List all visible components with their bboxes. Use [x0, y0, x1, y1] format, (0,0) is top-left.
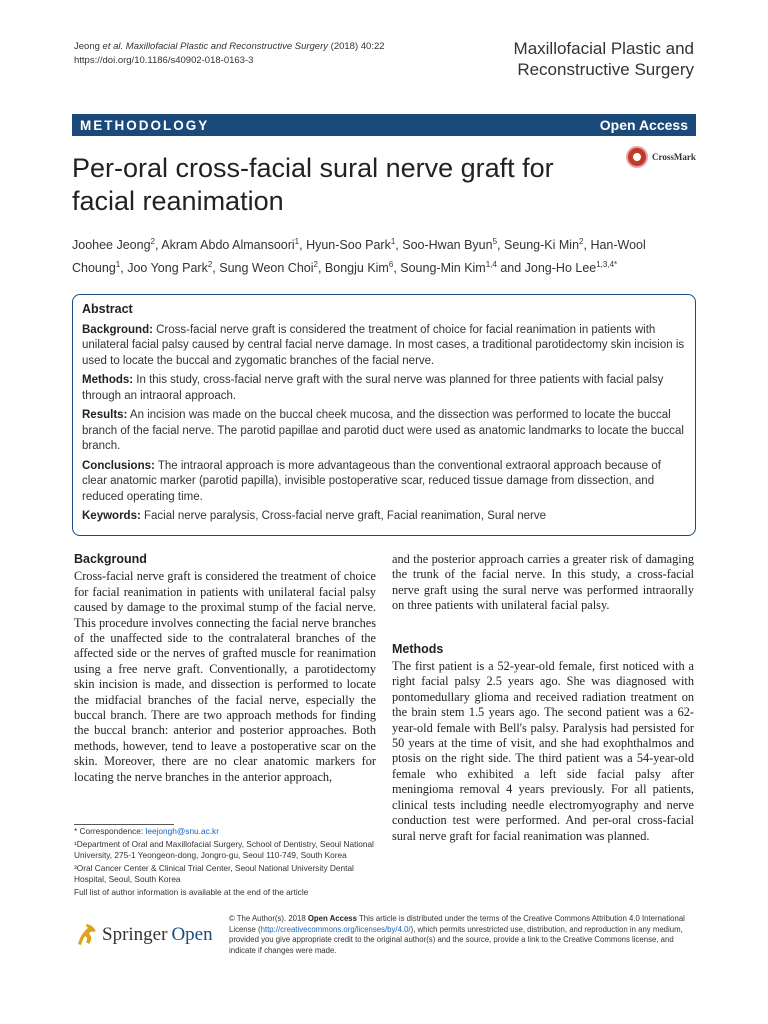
author-name: Jong-Ho Lee: [524, 261, 597, 276]
correspondence: * Correspondence: leejongh@snu.ac.kr: [74, 826, 219, 836]
author-affiliation-marker: 1: [294, 237, 300, 246]
footnotes: [74, 826, 374, 900]
author-name: Bongju Kim: [324, 261, 389, 276]
article-type-band: [72, 114, 696, 136]
author-name: Joohee Jeong: [72, 238, 151, 253]
section-heading-background: Background: [74, 552, 147, 566]
author-affiliation-marker: 5: [492, 237, 498, 246]
open-access-label: Open Access: [599, 117, 688, 133]
springer-horse-icon: [74, 922, 98, 948]
crossmark-button[interactable]: [626, 146, 696, 168]
doi-link[interactable]: https://doi.org/10.1186/s40902-018-0163-3: [74, 55, 254, 66]
abstract-background: Background: Cross-facial nerve graft is considered the treatment of choice for facial reanimation in patients with unilateral facial palsy caused by central facial nerve damage. In most cases, a traditional parotidectomy skin incision is used to locate the buccal and zygomatic branches of the facial nerve.: [82, 323, 685, 367]
citation-journal: et al. Maxillofacial Plastic and Reconstructive Surgery: [102, 41, 329, 52]
body-column-right: [392, 552, 694, 844]
background-paragraph: Cross-facial nerve graft is considered the treatment of choice for facial reanimation in patients with unilateral facial palsy caused by damage to the proximal stump of the facial nerve. This procedure involves connecting the facial nerve branches of the unaffected side to the contralateral branches of the affected side or the nerves of grafted muscle for reanimation using a free nerve graft. Conventionally, a parotidectomy skin incision is made, and dissection is performed to locate the midfacial branches of the facial nerve, especially the buccal branch. There are two approach methods for finding the buccal branch: anterior and posterior approaches. Both methods, however, tend to leave a postoperative scar on the skin. Moreover, there are no clear anatomic markers for locating the nerve branches in the anterior approach,: [74, 569, 376, 784]
body-column-left: [74, 552, 376, 785]
author-affiliation-marker: 1: [390, 237, 396, 246]
author-name: Hyun-Soo Park: [306, 238, 391, 253]
license-statement: © The Author(s). 2018 Open Access This article is distributed under the terms of the Creative Commons Attribution 4.0 International License (http://creativecommons.org/licenses/by/4.0/), which permits unrestricted use, distribution, and reproduction in any medium, provided you give appropriate credit to the original author(s) and the source, provide a link to the Creative Commons license, and indicate if changes were made.: [229, 914, 685, 955]
author-affiliation-marker: 2: [313, 260, 318, 270]
author-affiliation-marker: 2: [579, 237, 584, 246]
license-url-link[interactable]: http://creativecommons.org/licenses/by/4.0/: [260, 924, 411, 934]
author-affiliation-marker: 1: [115, 260, 121, 270]
abstract-conclusions: Conclusions: The intraoral approach is more advantageous than the conventional extraoral approach because of clear anatomic marker (parotid papilla), invisible postoperative scar, reduced tissue damage from dissection, and reduced operating time.: [82, 459, 661, 503]
footnote-divider: [74, 824, 174, 825]
journal-name: Maxillofacial Plastic and Reconstructive Surgery: [513, 39, 694, 79]
abstract-methods: Methods: In this study, cross-facial nerve graft with the sural nerve was planned for three patients with facial palsy through an intraoral approach.: [82, 374, 664, 402]
background-paragraph-continued: and the posterior approach carries a greater risk of damaging the trunk of the facial nerve. In this study, a cross-facial nerve graft using the sural nerve was performed intraorally on three patients with unilateral facial palsy.: [392, 552, 694, 613]
author-name: Seung-Ki Min: [503, 238, 580, 253]
springer-wordmark: Springer: [102, 924, 168, 945]
author-affiliation-marker: 1,3,4*: [596, 260, 618, 270]
springer-open-logo: [74, 922, 213, 948]
article-title: Per-oral cross-facial sural nerve graft for facial reanimation: [72, 153, 554, 216]
crossmark-icon: [626, 146, 648, 168]
email-link[interactable]: leejongh@snu.ac.kr: [145, 826, 219, 836]
author-affiliation-marker: 2: [207, 260, 213, 270]
author-affiliation-marker: 6: [388, 260, 394, 270]
author-name: Joo Yong Park: [127, 261, 208, 276]
author-name: Sung Weon Choi: [219, 261, 314, 276]
abstract-box: [72, 294, 696, 536]
author-name: Soung-Min Kim: [400, 261, 486, 276]
crossmark-label: CrossMark: [652, 152, 696, 162]
article-type-label: METHODOLOGY: [80, 117, 210, 133]
citation-block: [74, 40, 385, 68]
section-heading-methods: Methods: [392, 641, 444, 656]
author-affiliation-marker: 2: [150, 237, 155, 246]
citation-line: Jeong et al. Maxillofacial Plastic and Reconstructive Surgery (2018) 40:22: [74, 41, 385, 52]
author-name: Han-Wool Choung: [72, 238, 646, 276]
abstract-keywords: Keywords: Facial nerve paralysis, Cross-facial nerve graft, Facial reanimation, Sural nerve: [82, 510, 547, 522]
methods-paragraph: The first patient is a 52-year-old female, first noticed with a right facial palsy 2.5 years ago. She was diagnosed with pontomedullary glioma and received radiation treatment on the brain stem 1.5 years ago. The second patient was a 62-year-old female with Bell's palsy. Paralysis had persisted for 50 years at the time of visit, and she had exophthalmos and ptosis on the right side. The third patient was a 54-year-old female who exhibited a left side facial palsy after meningioma removal 4 years previously. For all patients, clinical tests including needle electromyography and nerve conduction test were performed. And per-oral cross-facial sural nerve graft for facial reanimation was planned.: [392, 659, 694, 843]
affiliation-1: ¹Department of Oral and Maxillofacial Surgery, School of Dentistry, Seoul National University, 275-1 Yeongeon-dong, Jongro-gu, Seoul 110-749, South Korea: [74, 839, 374, 860]
full-author-info-note: Full list of author information is available at the end of the article: [74, 887, 309, 897]
author-name: Soo-Hwan Byun: [402, 238, 493, 253]
affiliation-3: ³Oral Cancer Center & Clinical Trial Center, Seoul National University Dental Hospital, Seoul, South Korea: [74, 863, 354, 884]
author-name: Akram Abdo Almansoori: [161, 238, 295, 253]
open-wordmark: Open: [171, 924, 213, 945]
author-list: Joohee Jeong$^2$, Akram Abdo Almansoori$^1$, Hyun-Soo Park$^1$, Soo-Hwan Byun$^5$, Seung-Ki Min$^2$, Han-Wool Choung$^1$, Joo Yong Park$^2$, Sung Weon Choi$^2$, Bongju Kim$^6$, Soung-Min Kim$^{1,4}$ and Jong-Ho Lee$^{1,3,4*}$: [72, 237, 646, 276]
abstract-heading: Abstract: [82, 302, 133, 316]
abstract-results: Results: An incision was made on the buccal cheek mucosa, and the dissection was performed to locate the buccal branch of the facial nerve. The parotid papillae and parotid duct were used as anatomic landmarks to locate the buccal branch.: [82, 409, 684, 452]
author-affiliation-marker: 1,4: [485, 260, 497, 270]
